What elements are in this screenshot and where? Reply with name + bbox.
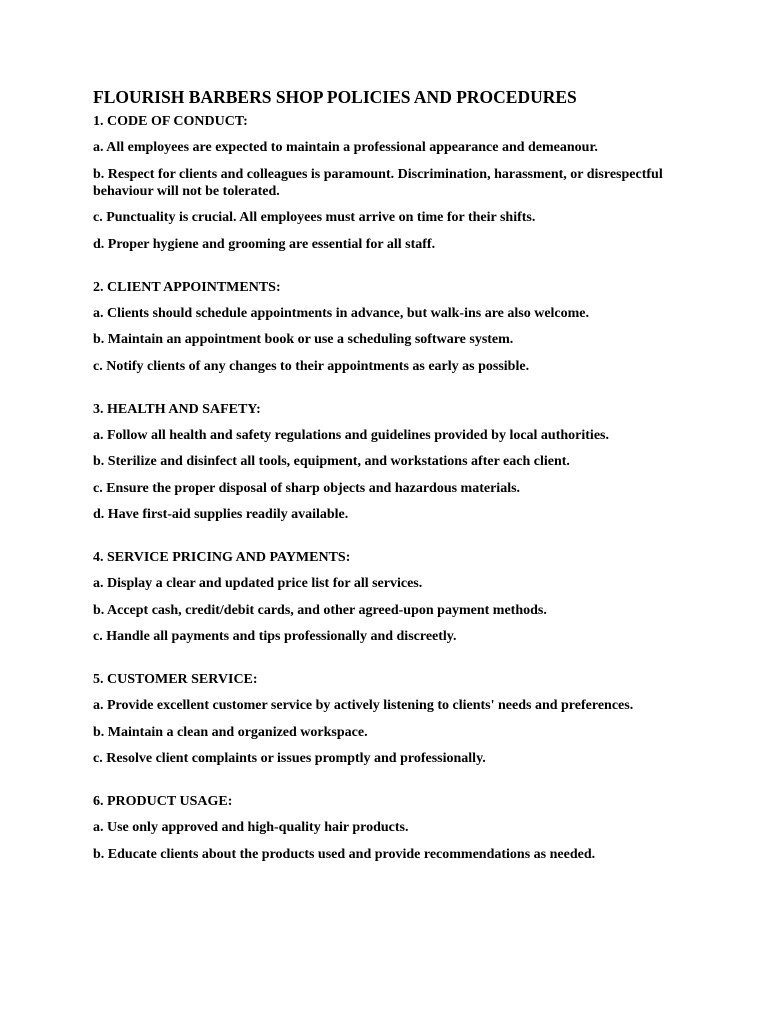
policy-item: c. Notify clients of any changes to their appointments as early as possible. (93, 358, 530, 374)
policy-item: a. Use only approved and high-quality hair products. (93, 820, 409, 835)
section-code-of-conduct (93, 113, 693, 253)
section-heading: 1. CODE OF CONDUCT: (93, 114, 248, 129)
section-client-appointments (93, 279, 693, 375)
policy-item: d. Have first-aid supplies readily available. (93, 507, 349, 522)
policy-item: d. Proper hygiene and grooming are essential for all staff. (93, 236, 436, 252)
policy-item: b. Accept cash, credit/debit cards, and other agreed-upon payment methods. (93, 602, 547, 618)
section-heading: 3. HEALTH AND SAFETY: (93, 401, 261, 417)
policy-item: b. Sterilize and disinfect all tools, equipment, and workstations after each client. (93, 454, 570, 469)
section-heading: 5. CUSTOMER SERVICE: (93, 672, 258, 687)
document-title: FLOURISH BARBERS SHOP POLICIES AND PROCEDURES (93, 87, 577, 107)
policy-item: a. Display a clear and updated price list for all services. (93, 576, 423, 591)
policy-item: a. Clients should schedule appointments in advance, but walk-ins are also welcome. (93, 305, 590, 321)
policy-item: b. Educate clients about the products used and provide recommendations as needed. (93, 846, 596, 862)
section-health-and-safety (93, 401, 693, 524)
policy-item: b. Maintain a clean and organized workspace. (93, 724, 368, 740)
policy-item: c. Handle all payments and tips professionally and discreetly. (93, 629, 457, 644)
section-heading: 4. SERVICE PRICING AND PAYMENTS: (93, 550, 351, 565)
section-heading: 6. PRODUCT USAGE: (93, 794, 233, 809)
section-heading: 2. CLIENT APPOINTMENTS: (93, 279, 281, 295)
document-page (93, 86, 693, 863)
policy-item: a. Provide excellent customer service by actively listening to clients' needs and preferences. (93, 698, 634, 713)
section-product-usage (93, 793, 693, 863)
policy-item: a. Follow all health and safety regulations and guidelines provided by local authorities. (93, 427, 609, 443)
policy-item: b. Maintain an appointment book or use a scheduling software system. (93, 332, 514, 347)
policy-item: c. Resolve client complaints or issues promptly and professionally. (93, 751, 486, 766)
policy-item: b. Respect for clients and colleagues is paramount. Discrimination, harassment, or disrespectful behaviour will not be tolerated. (93, 166, 663, 199)
policy-item: c. Punctuality is crucial. All employees must arrive on time for their shifts. (93, 210, 536, 225)
policy-item: c. Ensure the proper disposal of sharp objects and hazardous materials. (93, 480, 521, 496)
policy-item: a. All employees are expected to maintain a professional appearance and demeanour. (93, 140, 598, 155)
section-service-pricing-and-payments (93, 549, 693, 645)
section-customer-service (93, 671, 693, 767)
